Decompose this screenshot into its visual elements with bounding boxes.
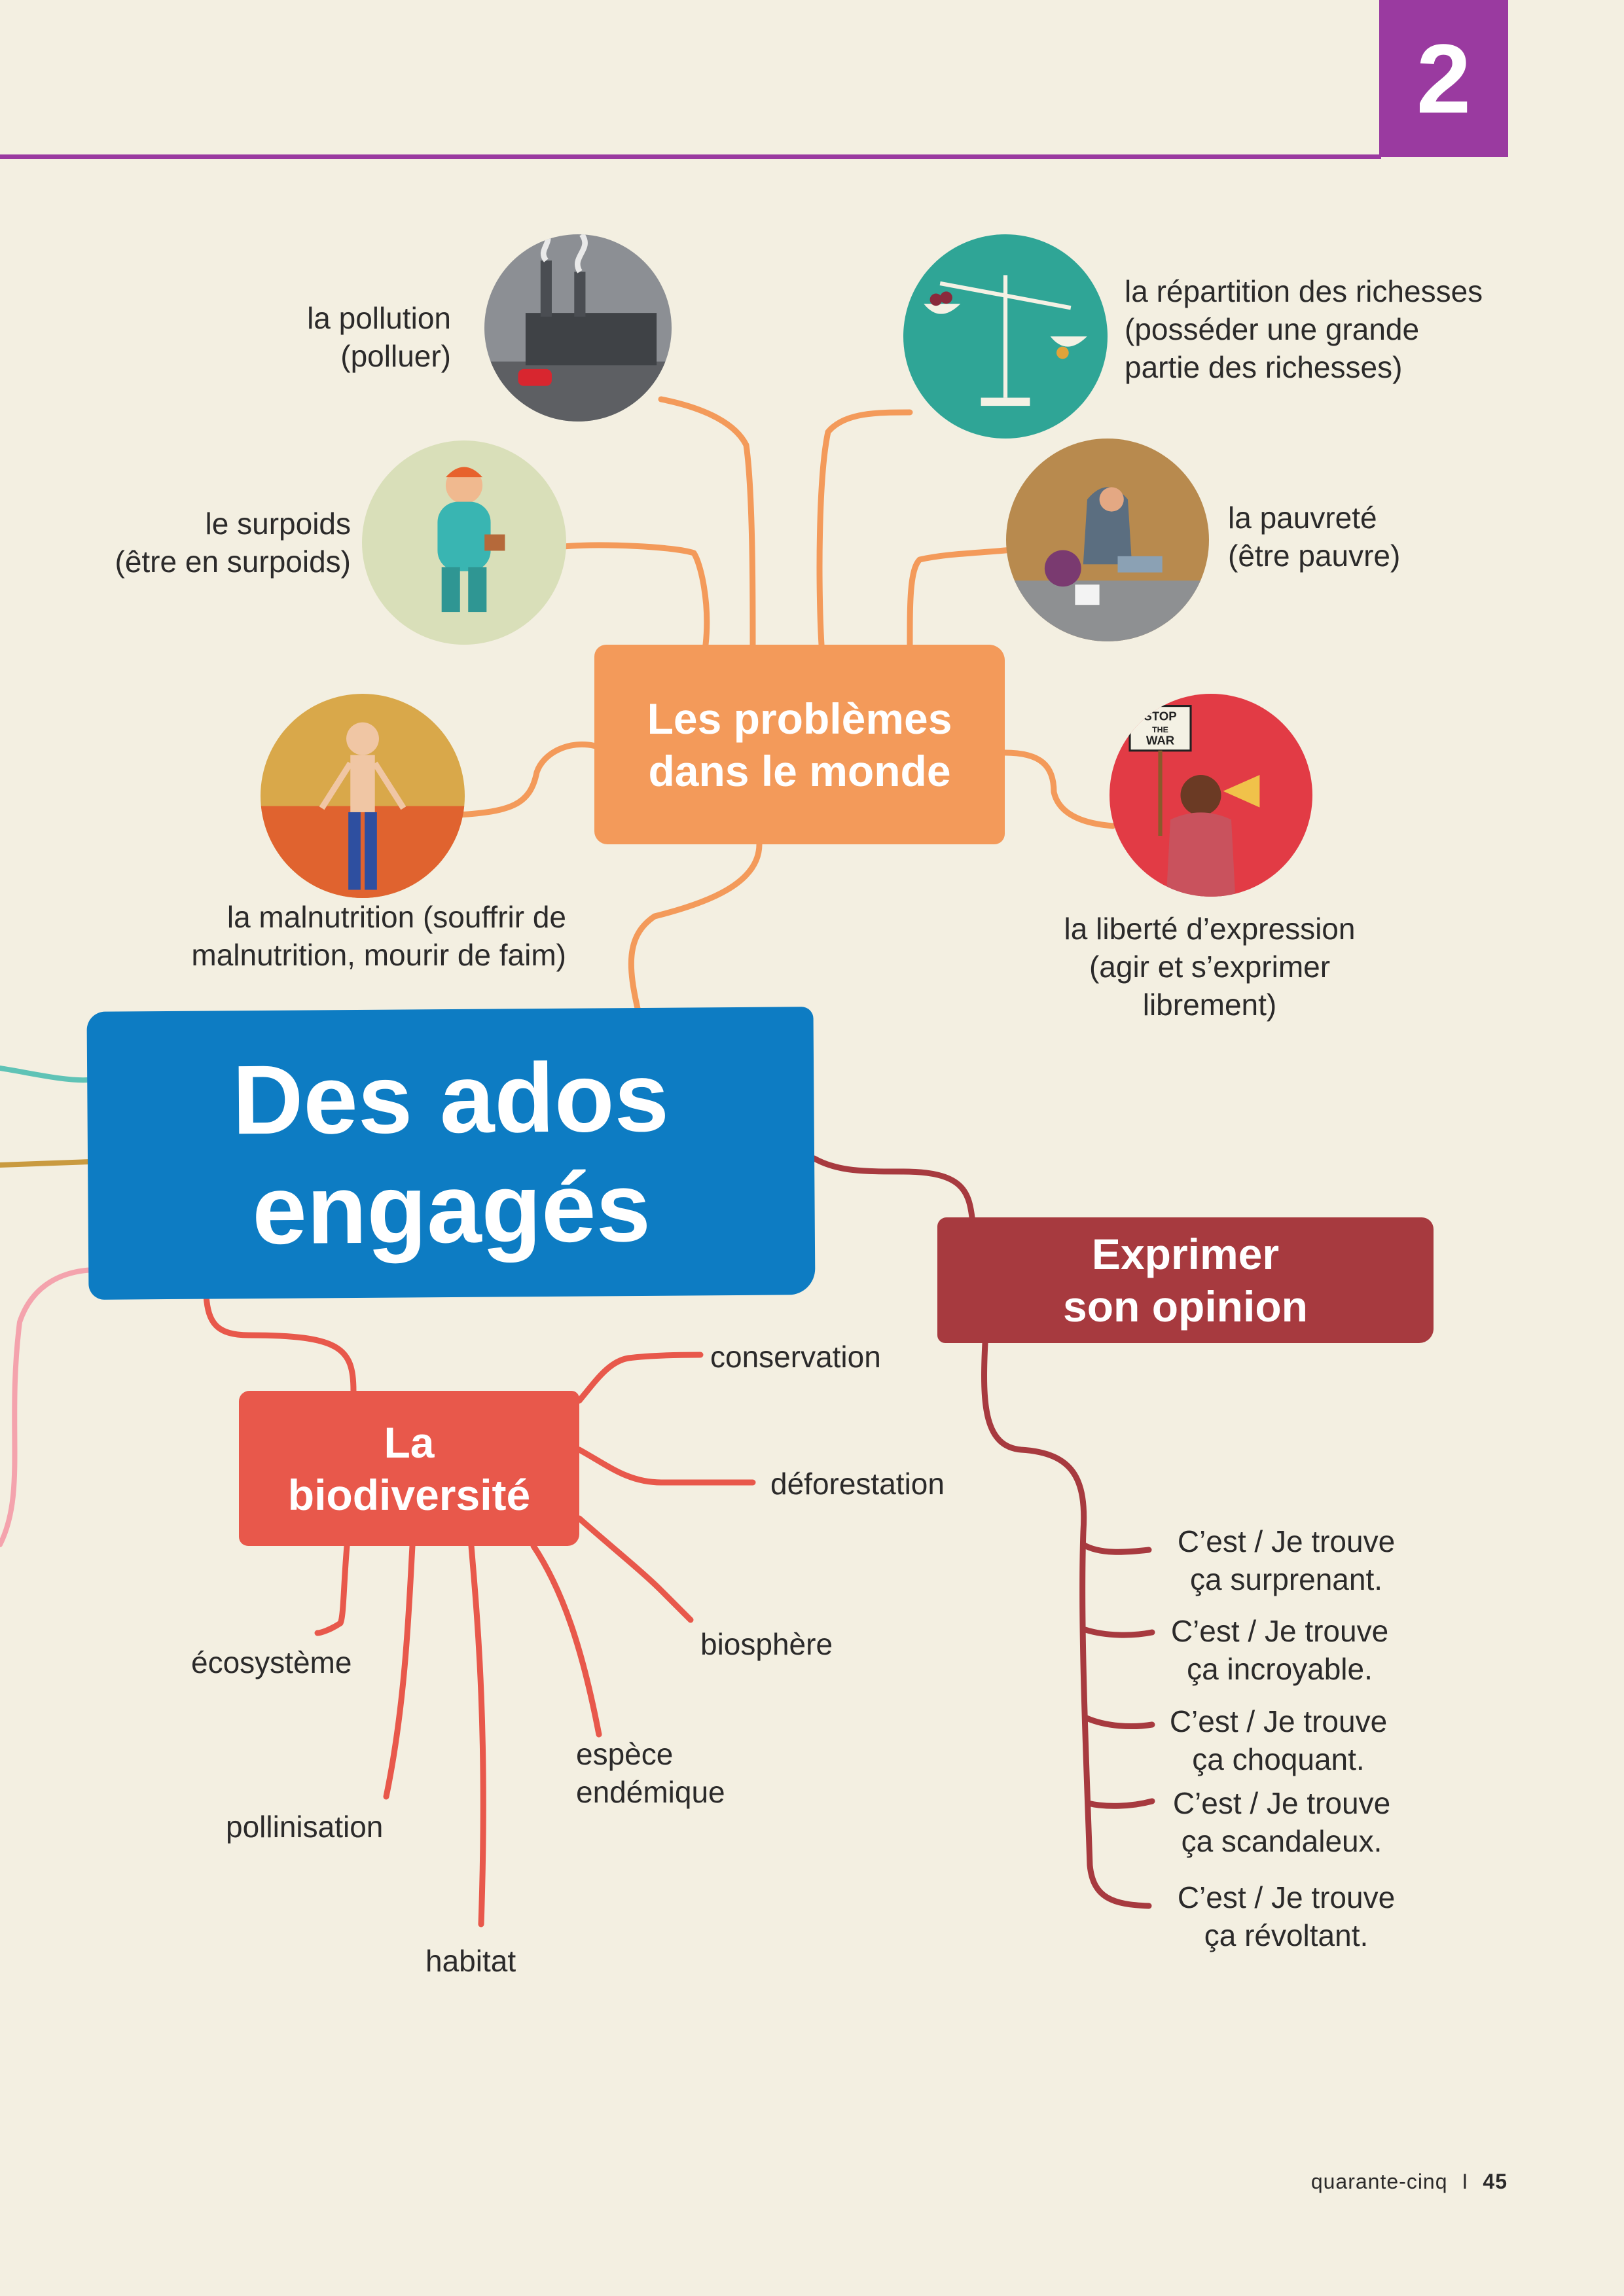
connector-opinion-spine — [984, 1343, 1149, 1906]
connector-pollinisation — [386, 1546, 412, 1797]
opinion-item-4-line1: C’est / Je trouve — [1172, 1786, 1391, 1820]
label-pollution-line1: la pollution — [307, 301, 451, 335]
bio-pollinisation: pollinisation — [226, 1810, 384, 1844]
bio-espece-line1: espèce — [576, 1737, 674, 1771]
label-surpoids-line1: le surpoids — [205, 507, 351, 541]
svg-text:THE: THE — [1152, 725, 1168, 734]
label-malnutrition — [191, 898, 566, 974]
opinion-item-1 — [1155, 1522, 1417, 1598]
connector-liberte — [1005, 753, 1113, 826]
bio-espece-endemique — [576, 1735, 725, 1811]
connector-opinion-1 — [1083, 1545, 1149, 1552]
opinion-item-5 — [1155, 1878, 1417, 1954]
connector-pink-left — [0, 1270, 98, 1545]
opinion-item-3-line2: ça choquant. — [1192, 1742, 1365, 1776]
malnutrition-person-icon — [261, 694, 465, 898]
connector-richesses — [820, 412, 910, 645]
connector-ecosysteme — [317, 1546, 347, 1633]
label-richesses-line1: la répartition des richesses — [1125, 274, 1483, 308]
label-pauvrete-line1: la pauvreté — [1228, 501, 1377, 535]
connector-malnutrition — [458, 744, 596, 815]
bio-conservation: conservation — [710, 1340, 881, 1374]
opinion-item-5-line1: C’est / Je trouve — [1177, 1880, 1396, 1914]
bio-deforestation: déforestation — [770, 1467, 945, 1501]
bio-espece-line2: endémique — [576, 1775, 725, 1809]
connector-habitat — [471, 1546, 483, 1924]
label-malnutrition-line1: la malnutrition (souffrir de — [226, 900, 566, 934]
label-surpoids — [115, 505, 352, 581]
header-rule — [0, 154, 1381, 159]
connector-biosphere — [579, 1518, 691, 1620]
bio-habitat: habitat — [425, 1944, 516, 1978]
connector-espece — [533, 1546, 599, 1734]
connector-opinion-3 — [1087, 1718, 1152, 1727]
problems-node — [594, 645, 1005, 844]
label-richesses — [1125, 272, 1483, 386]
connector-bio-title — [206, 1296, 353, 1391]
footer-separator: I — [1462, 2170, 1469, 2193]
opinion-item-5-line2: ça révoltant. — [1204, 1918, 1369, 1952]
page-number-word: quarante-cinq — [1310, 2170, 1448, 2193]
label-pauvrete-line2: (être pauvre) — [1228, 539, 1401, 573]
biodiversity-node — [239, 1391, 579, 1546]
overweight-person-icon — [362, 440, 566, 645]
page-number: 45 — [1483, 2170, 1507, 2193]
svg-text:STOP: STOP — [1144, 709, 1177, 723]
opinion-node — [937, 1217, 1434, 1343]
opinion-item-4 — [1151, 1784, 1413, 1860]
opinion-heading-line2: son opinion — [1063, 1282, 1308, 1331]
label-malnutrition-line2: malnutrition, mourir de faim) — [191, 938, 566, 972]
label-liberte — [1046, 910, 1373, 1024]
opinion-item-2 — [1149, 1612, 1411, 1688]
label-liberte-line1: la liberté d’expression — [1064, 912, 1356, 946]
connector-conservation — [579, 1355, 700, 1401]
connector-opinion-title — [814, 1158, 972, 1217]
opinion-item-3-line1: C’est / Je trouve — [1169, 1704, 1388, 1738]
poverty-person-icon — [1006, 439, 1209, 641]
connector-problems-title — [631, 844, 759, 1011]
main-title-line2: engagés — [251, 1151, 651, 1265]
label-pollution-line2: (polluer) — [340, 339, 451, 373]
biodiversity-heading-line1: La — [384, 1418, 435, 1467]
connector-opinion-2 — [1085, 1630, 1152, 1635]
opinion-item-3 — [1147, 1702, 1409, 1778]
connector-surpoids — [563, 545, 707, 645]
opinion-item-2-line1: C’est / Je trouve — [1170, 1614, 1389, 1648]
label-richesses-line2: (posséder une grande — [1125, 312, 1420, 346]
main-title — [86, 1007, 815, 1300]
scale-wealth-icon — [903, 234, 1108, 439]
problems-heading-line2: dans le monde — [648, 746, 951, 795]
label-pollution — [307, 299, 451, 375]
main-title-line1: Des ados — [232, 1041, 670, 1155]
bio-biosphere: biosphère — [700, 1627, 833, 1661]
svg-text:WAR: WAR — [1146, 733, 1175, 747]
opinion-heading-line1: Exprimer — [1091, 1230, 1280, 1278]
label-liberte-line2: (agir et s’exprimer — [1089, 950, 1331, 984]
connector-ochre-left — [0, 1162, 90, 1165]
label-surpoids-line2: (être en surpoids) — [115, 545, 351, 579]
label-liberte-line3: librement) — [1142, 988, 1277, 1022]
connector-teal-left — [0, 1068, 88, 1080]
problems-heading-line1: Les problèmes — [647, 694, 952, 743]
opinion-item-4-line2: ça scandaleux. — [1181, 1824, 1382, 1858]
opinion-item-2-line2: ça incroyable. — [1187, 1652, 1373, 1686]
bio-ecosysteme: écosystème — [191, 1645, 352, 1679]
connector-pauvrete — [910, 550, 1011, 645]
protester-megaphone-icon — [1110, 694, 1312, 897]
label-richesses-line3: partie des richesses) — [1125, 350, 1403, 384]
label-pauvrete — [1228, 499, 1400, 575]
biodiversity-heading-line2: biodiversité — [287, 1470, 531, 1519]
chapter-number-tab: 2 — [1379, 0, 1508, 157]
connector-opinion-4 — [1088, 1801, 1152, 1806]
opinion-item-1-line1: C’est / Je trouve — [1177, 1524, 1396, 1558]
connector-deforestation — [579, 1450, 753, 1482]
factory-pollution-icon — [484, 234, 672, 422]
page-footer — [1311, 2170, 1507, 2194]
opinion-item-1-line2: ça surprenant. — [1189, 1562, 1383, 1596]
